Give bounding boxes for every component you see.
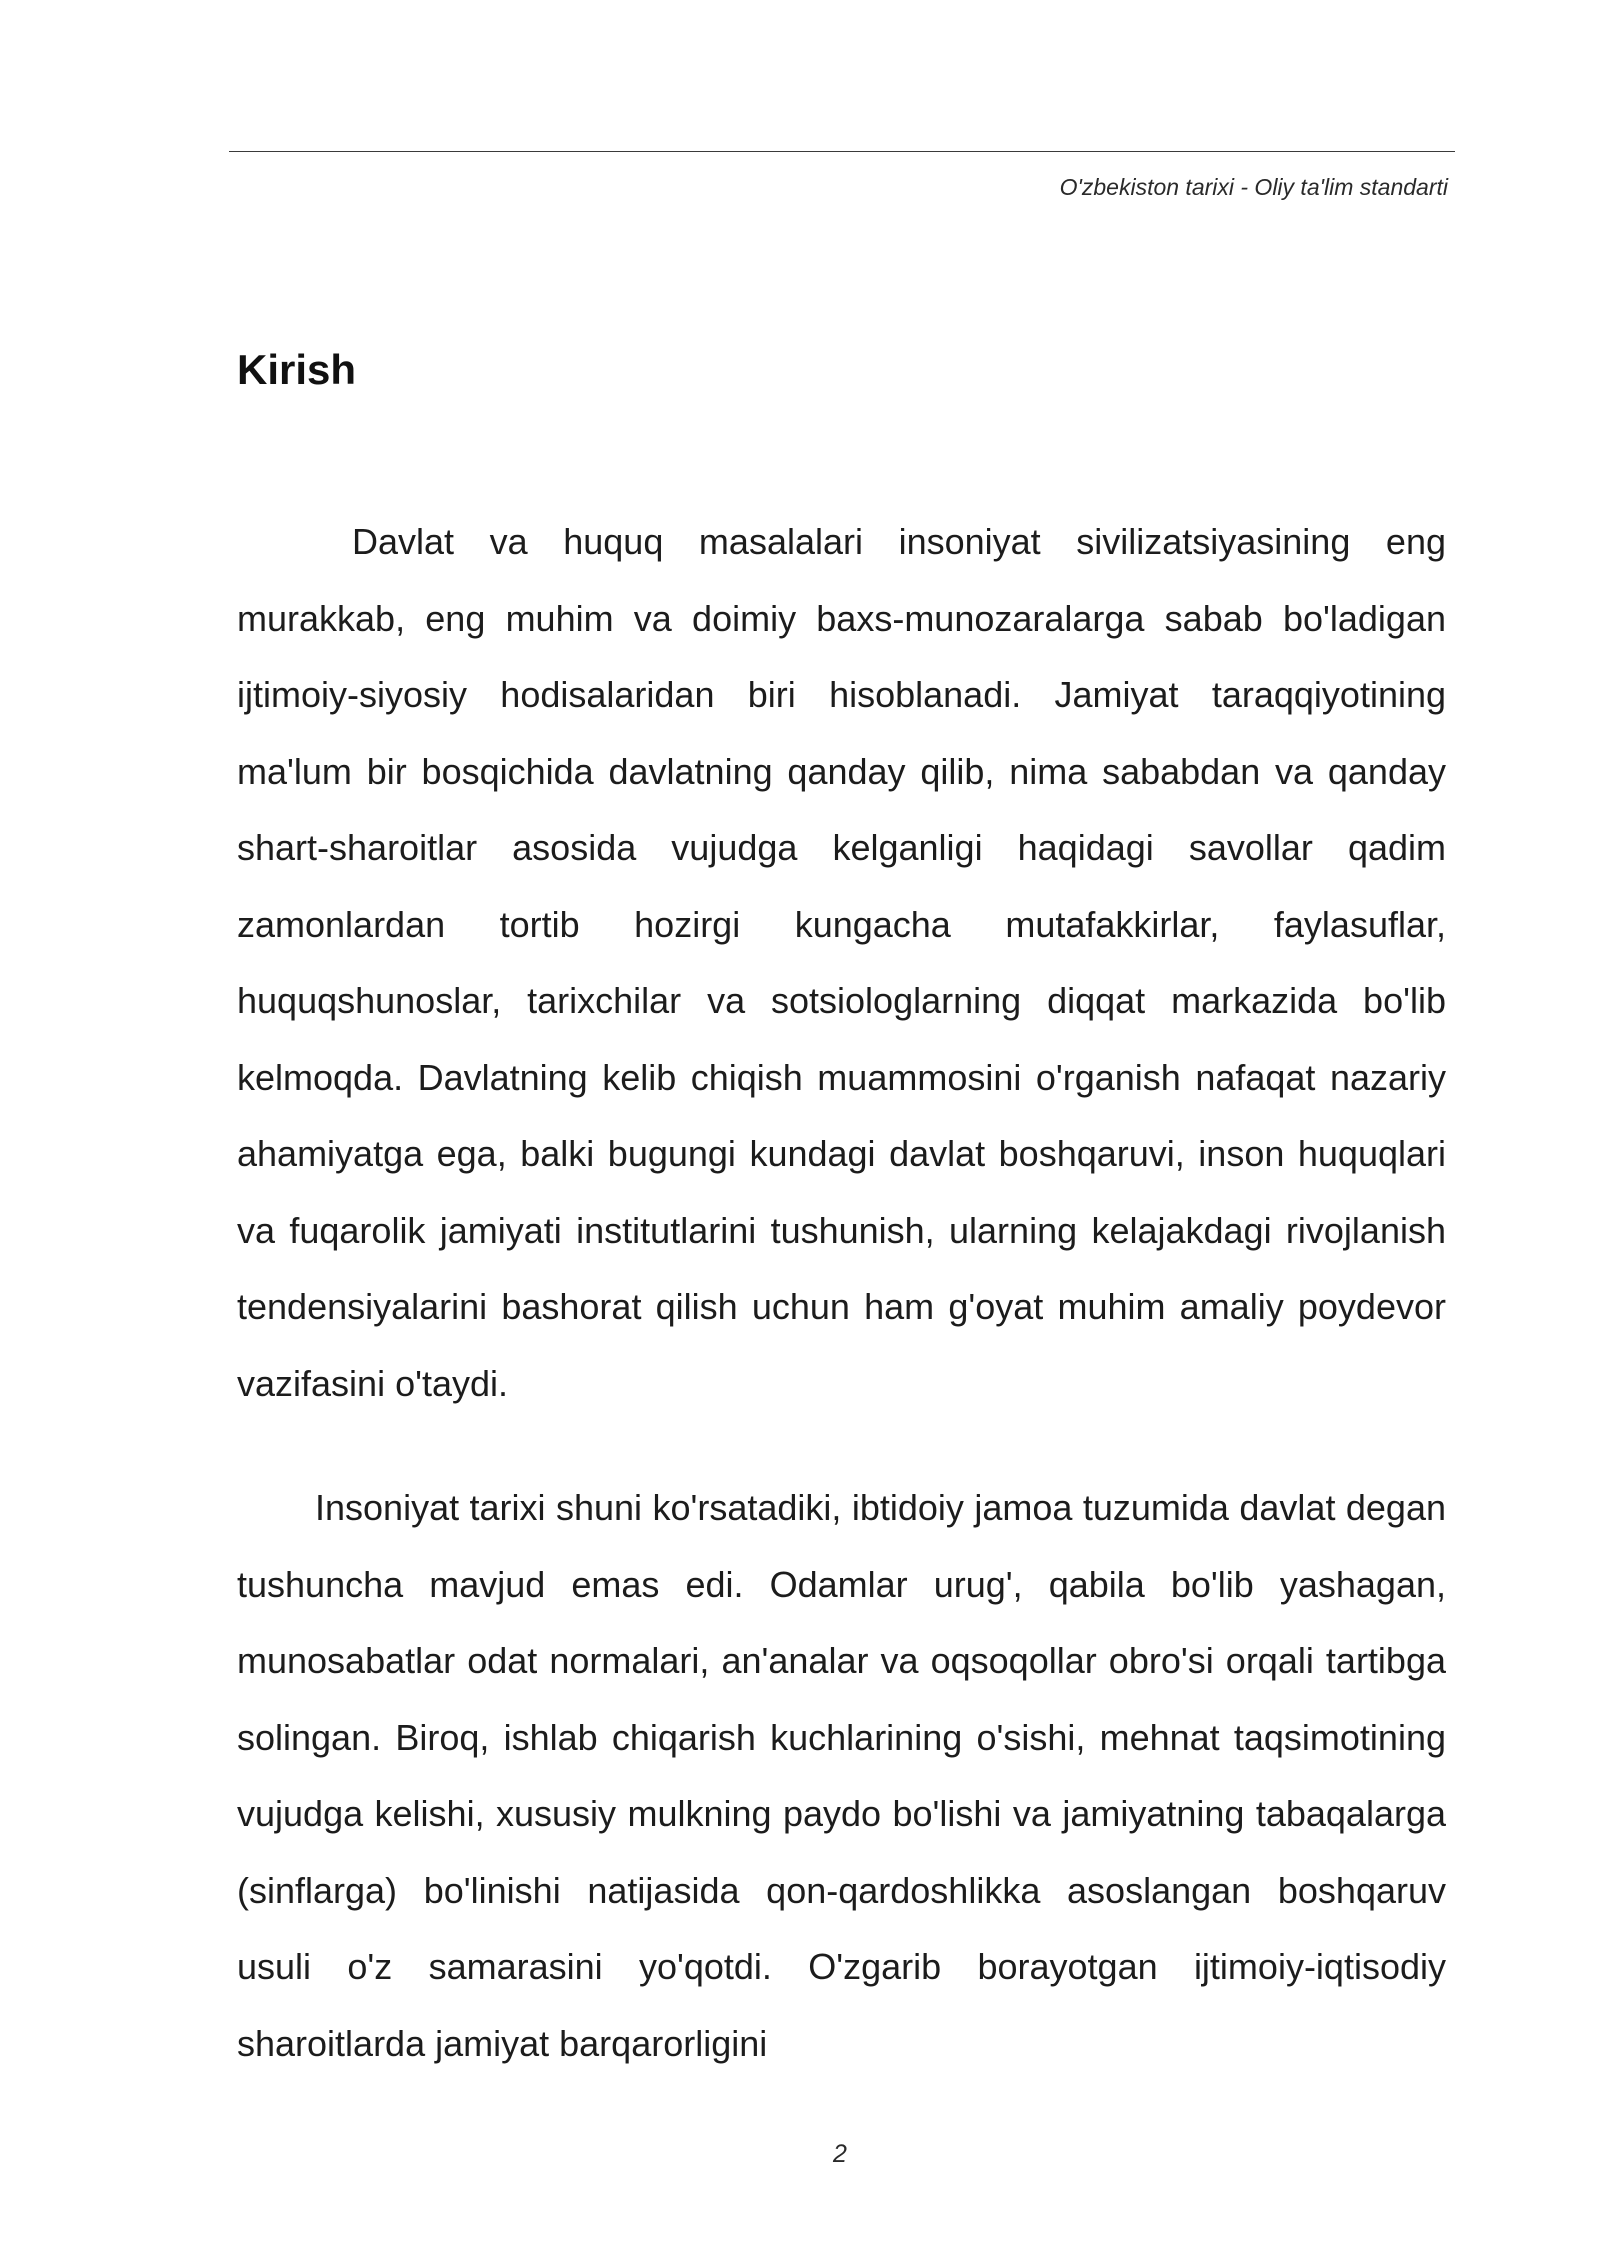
body-paragraph: Insoniyat tarixi shuni ko'rsatadiki, ibtidoiy jamoa tuzumida davlat degan tushuncha mavjud emas edi. Odamlar urug', qabila bo'lib yashagan, munosabatlar odat normalari, an'analar va oqsoqollar obro'si orqali tartibga solingan. Biroq, ishlab chiqarish kuchlarining o'sishi, mehnat taqsimotining vujudga kelishi, xususiy mulkning paydo bo'lishi va jamiyatning tabaqalarga (sinflarga) bo'linishi natijasida qon-qardoshlikka asoslangan boshqaruv usuli o'z samarasini yo'qotdi. O'zgarib borayotgan ijtimoiy-iqtisodiy sharoitlarda jamiyat barqarorligini bbox=[237, 1487, 1446, 2064]
section-heading: Kirish bbox=[237, 346, 357, 393]
page-number: 2 bbox=[833, 2140, 847, 2168]
running-header: O'zbekiston tarixi - Oliy ta'lim standarti bbox=[1059, 174, 1448, 200]
body-paragraph: Davlat va huquq masalalari insoniyat sivilizatsiyasining eng murakkab, eng muhim va doimiy baxs-munozaralarga sabab bo'ladigan ijtimoiy-siyosiy hodisalaridan biri hisoblanadi. Jamiyat taraqqiyotining ma'lum bir bosqichida davlatning qanday qilib, nima sababdan va qanday shart-sharoitlar asosida vujudga kelganligi haqidagi savollar qadim zamonlardan tortib hozirgi kungacha mutafakkirlar, faylasuflar, huquqshunoslar, tarixchilar va sotsiologlarning diqqat markazida bo'lib kelmoqda. Davlatning kelib chiqish muammosini o'rganish nafaqat nazariy ahamiyatga ega, balki bugungi kundagi davlat boshqaruvi, inson huquqlari va fuqarolik jamiyati institutlarini tushunish, ularning kelajakdagi rivojlanish tendensiyalarini bashorat qilish uchun ham g'oyat muhim amaliy poydevor vazifasini o'taydi. bbox=[237, 521, 1446, 1404]
header-rule bbox=[229, 151, 1455, 152]
